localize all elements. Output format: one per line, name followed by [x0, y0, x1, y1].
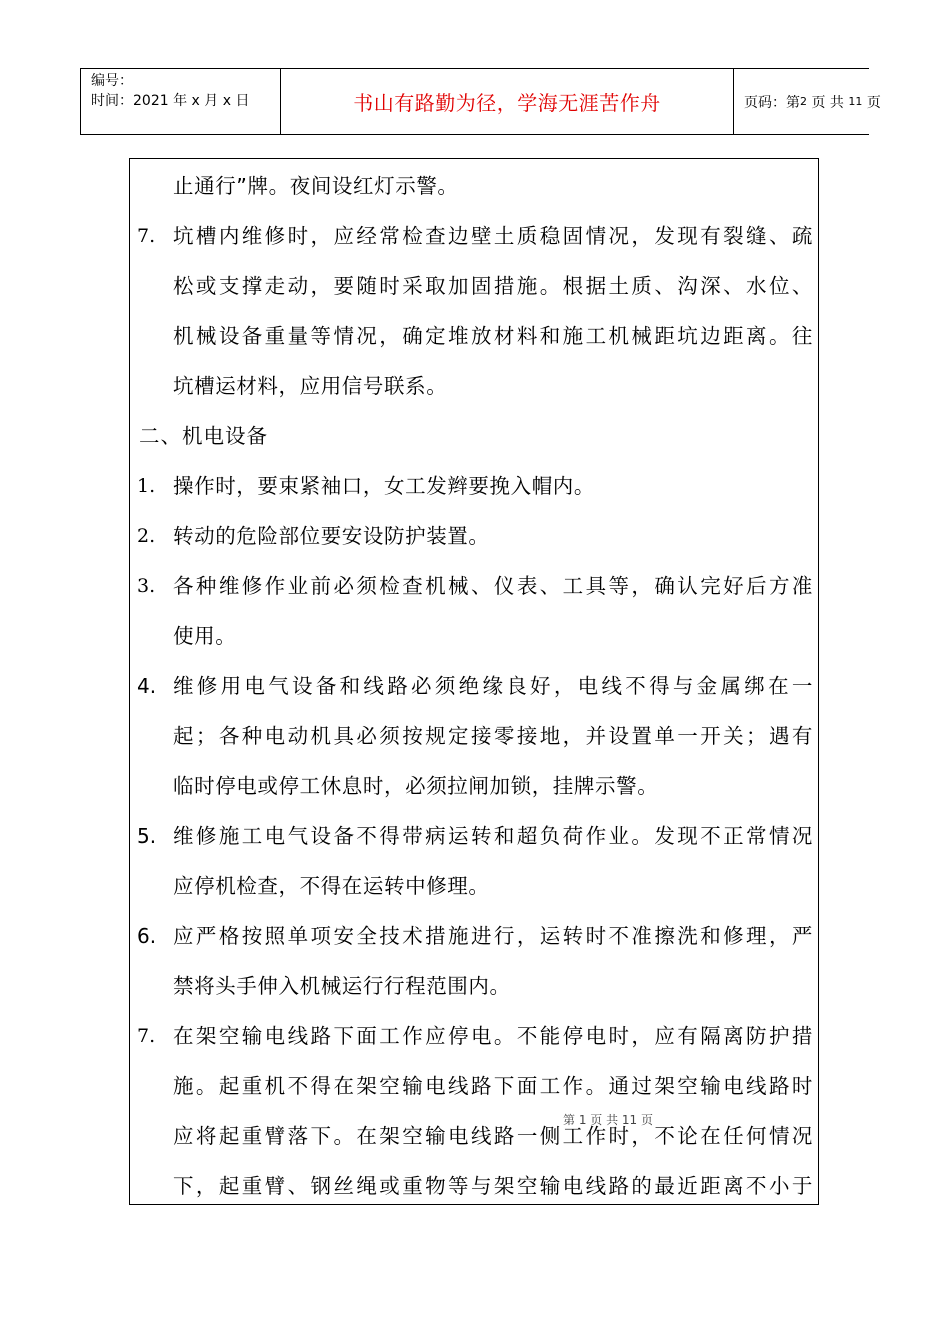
- line-text: 维修用电气设备和线路必须绝缘良好，电线不得与金属绑在一: [173, 674, 813, 698]
- line-text: 操作时，要束紧袖口，女工发辫要挽入帽内。: [173, 474, 595, 498]
- line-text: 起；各种电动机具必须按规定接零接地，并设置单一开关；遇有: [173, 724, 813, 748]
- page-suffix: 页: [866, 94, 881, 111]
- line-text: 临时停电或停工休息时，必须拉闸加锁，挂牌示警。: [173, 774, 659, 798]
- item-number: 6.: [137, 924, 157, 948]
- page-prefix: 页码：第: [744, 94, 800, 111]
- date-label: 时间：2021 年 x 月 x 日: [91, 93, 250, 109]
- line-text: 下，起重臂、钢丝绳或重物等与架空输电线路的最近距离不小于: [173, 1174, 813, 1198]
- item-number: 4.: [137, 674, 157, 698]
- header-motto-cell: [281, 69, 734, 134]
- line-text: 使用。: [173, 624, 237, 648]
- motto-text: 书山有路勤为径，学海无涯苦作舟: [353, 91, 661, 115]
- section-title: 二、机电设备: [139, 424, 268, 448]
- line-text: 各种维修作业前必须检查机械、仪表、工具等，确认完好后方准: [173, 574, 813, 598]
- line-text: 应停机检查，不得在运转中修理。: [173, 874, 490, 898]
- item-number: 7.: [137, 1025, 156, 1047]
- item-number: 2.: [137, 525, 156, 547]
- item-number: 3.: [137, 575, 156, 597]
- header-page-cell: [734, 69, 881, 134]
- page-total: 11: [848, 95, 863, 108]
- line-text: 机械设备重量等情况，确定堆放材料和施工机械距坑边距离。往: [173, 324, 813, 348]
- item-number: 5.: [137, 824, 157, 848]
- content-frame: [129, 158, 819, 1205]
- line-text: 应将起重臂落下。在架空输电线路一侧工作时，不论在任何情况: [173, 1124, 813, 1148]
- line-text: 在架空输电线路下面工作应停电。不能停电时，应有隔离防护措: [173, 1024, 813, 1048]
- line-text: 维修施工电气设备不得带病运转和超负荷作业。发现不正常情况: [173, 824, 813, 848]
- line-text: 禁将头手伸入机械运行行程范围内。: [173, 974, 511, 998]
- page-footer: 第 1 页 共 11 页: [563, 1113, 653, 1127]
- line-text: 应严格按照单项安全技术措施进行，运转时不准擦洗和修理，严: [173, 924, 813, 948]
- page-current: 2: [800, 95, 807, 108]
- item-number: 7.: [137, 225, 156, 247]
- page-mid: 页 共: [811, 94, 844, 111]
- line-text: 坑槽运材料，应用信号联系。: [173, 374, 448, 398]
- header-meta-cell: [81, 69, 281, 134]
- item-number: 1.: [137, 475, 156, 497]
- line-text: 止通行”牌。夜间设红灯示警。: [173, 174, 459, 198]
- line-text: 松或支撑走动，要随时采取加固措施。根据土质、沟深、水位、: [173, 274, 813, 298]
- document-header: [80, 68, 881, 135]
- line-text: 坑槽内维修时，应经常检查边壁土质稳固情况，发现有裂缝、疏: [173, 224, 813, 248]
- line-text: 施。起重机不得在架空输电线路下面工作。通过架空输电线路时: [173, 1074, 813, 1098]
- doc-number-label: 编号：: [91, 73, 133, 89]
- line-text: 转动的危险部位要安设防护装置。: [173, 524, 490, 548]
